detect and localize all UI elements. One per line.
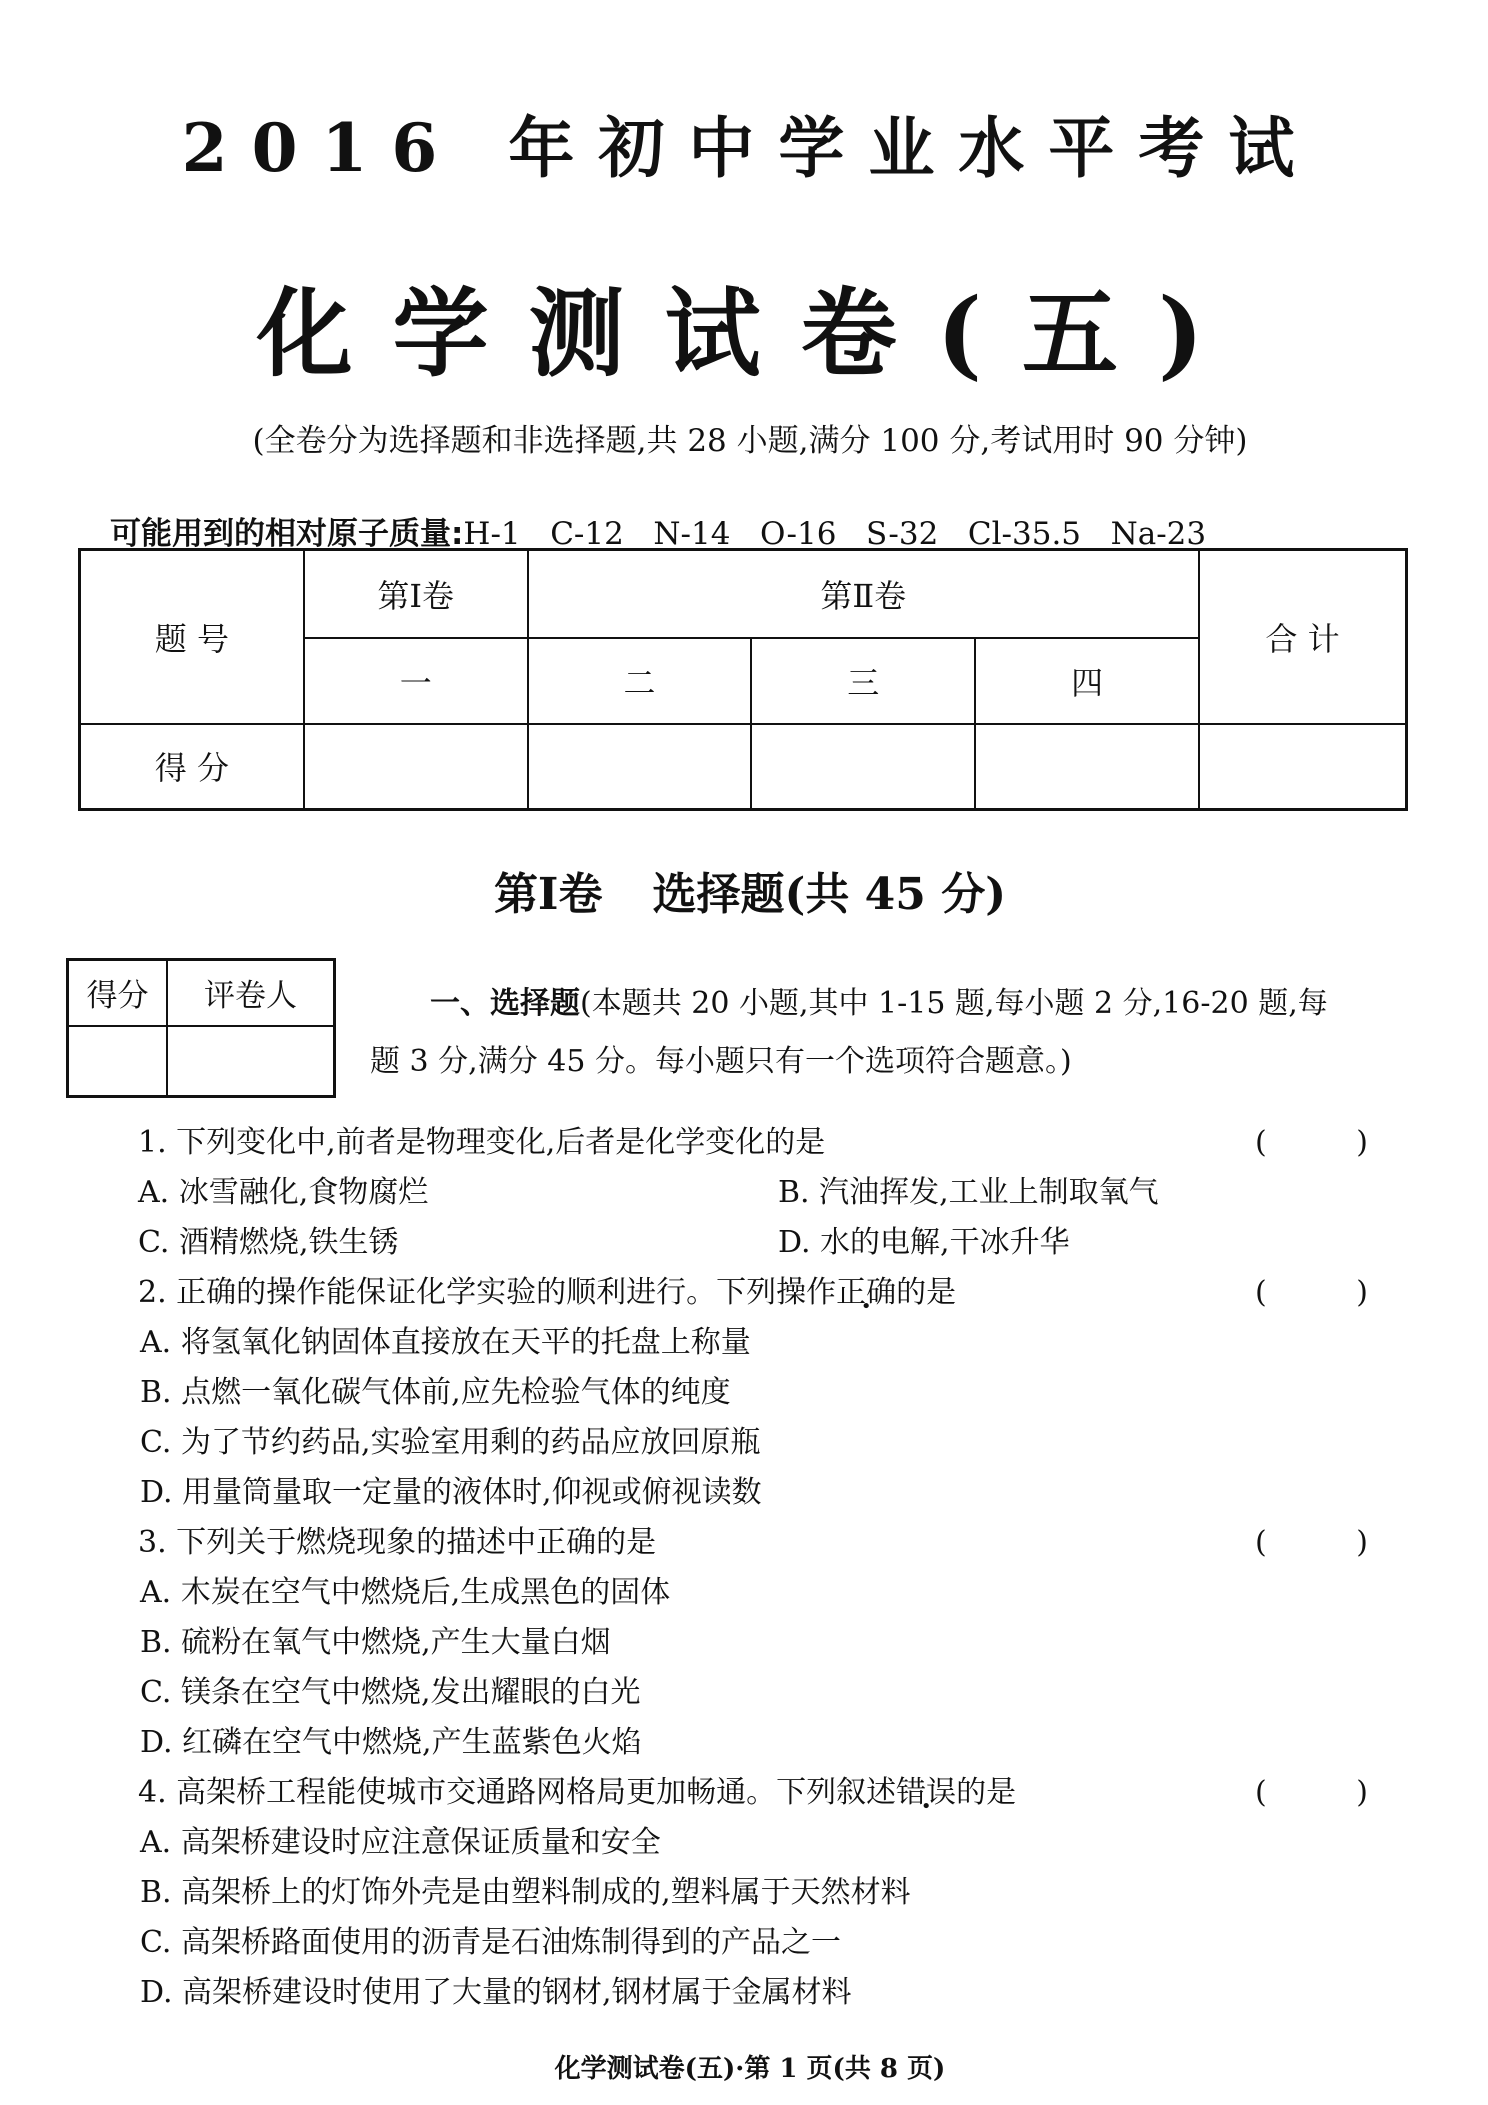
score-table-number-header: 题 号 [80, 550, 304, 724]
question-4-option-b: B. 高架桥上的灯饰外壳是由塑料制成的,塑料属于天然材料 [140, 1875, 911, 1910]
section-instructions [370, 975, 1390, 1091]
score-table-part1: 第Ⅰ卷 [304, 550, 528, 638]
grader-name-label: 评卷人 [167, 960, 335, 1026]
exam-main-title: 化学测试卷(五) [256, 277, 1244, 390]
atomic-mass-line [110, 508, 1410, 553]
instructions-line2: 题 3 分,满分 45 分。每小题只有一个选项符合题意。) [370, 1044, 1072, 1079]
question-1-option-a: A. 冰雪融化,食物腐烂 [138, 1175, 429, 1210]
page-footer: 化学测试卷(五)·第 1 页(共 8 页) [554, 2054, 946, 2084]
atomic-mass-values: H-1 C-12 N-14 O-16 S-32 Cl-35.5 Na-23 [463, 516, 1207, 552]
score-table [78, 548, 1408, 811]
question-3-option-d: D. 红磷在空气中燃烧,产生蓝紫色火焰 [140, 1725, 642, 1760]
grader-score-cell[interactable] [68, 1026, 168, 1097]
question-2-text-b: 的是 [896, 1275, 957, 1310]
grader-score-label: 得分 [68, 960, 168, 1026]
grader-table [66, 958, 336, 1098]
question-1-option-b: B. 汽油挥发,工业上制取氧气 [778, 1175, 1159, 1210]
exam-subtitle: (全卷分为选择题和非选择题,共 28 小题,满分 100 分,考试用时 90 分钟) [252, 423, 1248, 459]
question-1-options-row-2 [138, 1218, 1408, 1268]
question-1-answer-bracket[interactable]: ( ) [1255, 1125, 1408, 1160]
atomic-mass-label: 可能用到的相对原子质量: [110, 516, 464, 552]
question-1-stem [138, 1118, 1408, 1168]
section-heading-part: 第Ⅰ卷 [493, 869, 603, 920]
question-1-option-c: C. 酒精燃烧,铁生锈 [138, 1225, 399, 1260]
score-cell-total[interactable] [1199, 724, 1407, 810]
question-2-option-b: B. 点燃一氧化碳气体前,应先检验气体的纯度 [140, 1375, 731, 1410]
question-3-text: 3. 下列关于燃烧现象的描述中正确的是 [138, 1525, 657, 1560]
score-table-part2: 第Ⅱ卷 [528, 550, 1199, 638]
question-4-text-b: 的是 [956, 1775, 1017, 1810]
grader-name-cell[interactable] [167, 1026, 335, 1097]
section-heading-title: 选择题(共 45 分) [652, 869, 1007, 920]
score-cell-3[interactable] [751, 724, 975, 810]
score-cell-2[interactable] [528, 724, 752, 810]
instructions-head: 一、选择题 [430, 986, 580, 1021]
question-4-option-c: C. 高架桥路面使用的沥青是石油炼制得到的产品之一 [140, 1925, 841, 1960]
score-cell-4[interactable] [975, 724, 1199, 810]
score-table-section-1: 一 [304, 638, 528, 724]
score-table-section-2: 二 [528, 638, 752, 724]
question-2-stem [138, 1268, 1408, 1318]
question-2-text-a: 2. 正确的操作能保证化学实验的顺利进行。下列操作 [138, 1275, 837, 1310]
question-3-option-c: C. 镁条在空气中燃烧,发出耀眼的白光 [140, 1675, 641, 1710]
question-2-option-d: D. 用量筒量取一定量的液体时,仰视或俯视读数 [140, 1475, 762, 1510]
question-3-option-a: A. 木炭在空气中燃烧后,生成黑色的固体 [140, 1575, 671, 1610]
score-cell-1[interactable] [304, 724, 528, 810]
question-4-option-d: D. 高架桥建设时使用了大量的钢材,钢材属于金属材料 [140, 1975, 852, 2010]
question-2-option-c: C. 为了节约药品,实验室用剩的药品应放回原瓶 [140, 1425, 761, 1460]
question-2-emphasis: 正确 [836, 1275, 897, 1310]
instructions-line1: (本题共 20 小题,其中 1-15 题,每小题 2 分,16-20 题,每 [580, 986, 1328, 1021]
question-4-option-a: A. 高架桥建设时应注意保证质量和安全 [140, 1825, 661, 1860]
exam-year-title: 2016 年初中学业水平考试 [181, 109, 1319, 187]
section-heading [300, 858, 1200, 922]
question-4-stem [138, 1768, 1408, 1818]
question-4-emphasis: 错误 [896, 1775, 957, 1810]
question-4-answer-bracket[interactable]: ( ) [1255, 1775, 1408, 1810]
score-table-total: 合 计 [1199, 550, 1407, 724]
question-list [138, 1118, 1408, 2018]
score-table-section-4: 四 [975, 638, 1199, 724]
question-3-option-b: B. 硫粉在氧气中燃烧,产生大量白烟 [140, 1625, 611, 1660]
question-1-options-row-1 [138, 1168, 1408, 1218]
question-4-text-a: 4. 高架桥工程能使城市交通路网格局更加畅通。下列叙述 [138, 1775, 897, 1810]
score-table-score-header: 得 分 [80, 724, 304, 810]
score-table-section-3: 三 [751, 638, 975, 724]
question-3-stem [138, 1518, 1408, 1568]
question-3-answer-bracket[interactable]: ( ) [1255, 1525, 1408, 1560]
question-2-option-a: A. 将氢氧化钠固体直接放在天平的托盘上称量 [140, 1325, 751, 1360]
question-1-text: 1. 下列变化中,前者是物理变化,后者是化学变化的是 [138, 1125, 826, 1160]
question-1-option-d: D. 水的电解,干冰升华 [778, 1225, 1070, 1260]
question-2-answer-bracket[interactable]: ( ) [1255, 1275, 1408, 1310]
